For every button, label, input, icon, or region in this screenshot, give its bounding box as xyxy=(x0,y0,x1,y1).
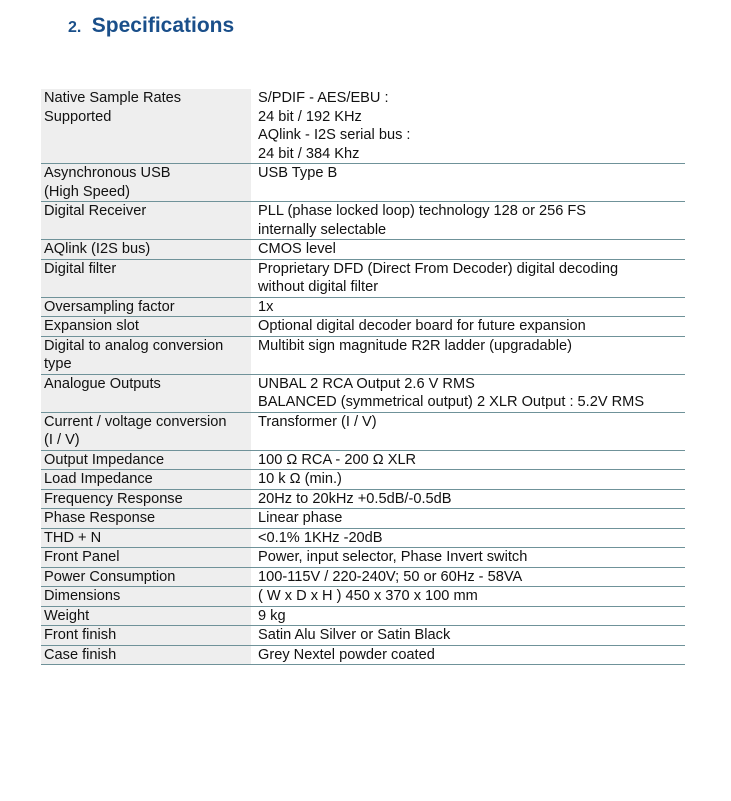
spec-value-cell xyxy=(251,587,685,607)
spec-label-line: THD + N xyxy=(44,529,102,546)
spec-value-cell xyxy=(251,626,685,646)
spec-row xyxy=(41,450,685,470)
spec-value-line: 1x xyxy=(258,298,274,315)
spec-row xyxy=(41,606,685,626)
spec-value-line: Power, input selector, Phase Invert switch xyxy=(258,549,528,565)
spec-value-cell xyxy=(251,202,685,240)
spec-label-line: Native Sample Rates xyxy=(44,90,182,106)
spec-row xyxy=(41,374,685,412)
spec-value-line: 20Hz to 20kHz +0.5dB/-0.5dB xyxy=(258,490,452,507)
spec-label-line: AQlink (I2S bus) xyxy=(44,241,151,257)
section-number: 2. xyxy=(68,19,82,36)
spec-label-line: Digital Receiver xyxy=(44,203,147,219)
spec-label-line: Digital filter xyxy=(44,260,117,277)
spec-label-line: Case finish xyxy=(44,646,117,663)
spec-label-cell xyxy=(41,259,251,297)
section-title: Specifications xyxy=(91,14,235,37)
spec-value-line: Transformer (I / V) xyxy=(258,413,377,430)
spec-value-line: CMOS level xyxy=(258,241,336,257)
spec-label-cell xyxy=(41,587,251,607)
spec-value-line: PLL (phase locked loop) technology 128 or 256 FS xyxy=(258,203,587,219)
spec-label-cell xyxy=(41,509,251,529)
spec-label-line: Frequency Response xyxy=(44,490,183,507)
spec-label-line: (I / V) xyxy=(44,432,80,448)
spec-label-line: Dimensions xyxy=(44,588,121,604)
spec-value-cell xyxy=(251,317,685,337)
spec-value-cell xyxy=(251,606,685,626)
spec-value-cell xyxy=(251,297,685,317)
spec-value-cell xyxy=(251,240,685,260)
spec-value-cell xyxy=(251,567,685,587)
spec-value-line: Proprietary DFD (Direct From Decoder) digital decoding xyxy=(258,260,619,277)
spec-value-line: Optional digital decoder board for future expansion xyxy=(258,318,586,334)
spec-value-line: Satin Alu Silver or Satin Black xyxy=(258,627,451,643)
spec-value-line: 100-115V / 220-240V; 50 or 60Hz - 58VA xyxy=(258,568,523,585)
spec-value-line: 9 kg xyxy=(258,607,286,624)
spec-value-line: BALANCED (symmetrical output) 2 XLR Output : 5.2V RMS xyxy=(258,394,645,410)
spec-label-line: Phase Response xyxy=(44,510,156,526)
spec-row xyxy=(41,317,685,337)
spec-value-line: 24 bit / 384 Khz xyxy=(258,145,360,162)
spec-value-cell xyxy=(251,412,685,450)
spec-value-line: USB Type B xyxy=(258,165,338,181)
spec-label-line: Weight xyxy=(44,607,90,624)
spec-value-cell xyxy=(251,489,685,509)
spec-value-line: AQlink - I2S serial bus : xyxy=(258,127,411,143)
spec-label-line: Load Impedance xyxy=(44,471,153,487)
spec-value-line: Grey Nextel powder coated xyxy=(258,646,435,663)
spec-label-line: Output Impedance xyxy=(44,451,165,468)
spec-label-line: Current / voltage conversion xyxy=(44,413,227,430)
spec-value-line: without digital filter xyxy=(258,279,379,295)
spec-row xyxy=(41,259,685,297)
spec-label-line: type xyxy=(44,356,72,372)
spec-value-line: Multibit sign magnitude R2R ladder (upgradable) xyxy=(258,337,572,354)
spec-label-line: Asynchronous USB xyxy=(44,165,171,181)
spec-label-cell xyxy=(41,374,251,412)
spec-label-cell xyxy=(41,626,251,646)
spec-label-cell xyxy=(41,606,251,626)
spec-label-cell xyxy=(41,202,251,240)
spec-value-cell xyxy=(251,528,685,548)
spec-row xyxy=(41,509,685,529)
spec-value-cell xyxy=(251,470,685,490)
spec-value-line: UNBAL 2 RCA Output 2.6 V RMS xyxy=(258,375,475,392)
spec-value-cell xyxy=(251,374,685,412)
spec-row xyxy=(41,202,685,240)
spec-label-cell xyxy=(41,89,251,164)
spec-row xyxy=(41,412,685,450)
spec-value-cell xyxy=(251,509,685,529)
spec-label-line: Expansion slot xyxy=(44,318,139,334)
spec-row xyxy=(41,567,685,587)
spec-label-cell xyxy=(41,645,251,665)
spec-row xyxy=(41,645,685,665)
spec-label-line: Power Consumption xyxy=(44,568,176,585)
spec-row xyxy=(41,470,685,490)
spec-value-line: Linear phase xyxy=(258,510,343,526)
spec-label-cell xyxy=(41,567,251,587)
spec-row xyxy=(41,240,685,260)
spec-label-cell xyxy=(41,548,251,568)
spec-value-line: S/PDIF - AES/EBU : xyxy=(258,90,389,106)
spec-label-cell xyxy=(41,164,251,202)
spec-label-cell xyxy=(41,412,251,450)
spec-row xyxy=(41,297,685,317)
spec-label-line: Front Panel xyxy=(44,549,120,565)
spec-label-line: Supported xyxy=(44,108,112,125)
spec-value-line: ( W x D x H ) 450 x 370 x 100 mm xyxy=(258,588,478,604)
spec-row xyxy=(41,489,685,509)
specifications-table-body xyxy=(41,89,685,665)
spec-value-line: 10 k Ω (min.) xyxy=(258,471,342,487)
spec-label-line: Oversampling factor xyxy=(44,298,175,315)
section-heading xyxy=(68,14,234,38)
spec-label-line: Analogue Outputs xyxy=(44,375,161,392)
spec-value-cell xyxy=(251,450,685,470)
spec-row xyxy=(41,89,685,164)
spec-label-cell xyxy=(41,470,251,490)
spec-label-cell xyxy=(41,528,251,548)
specifications-table xyxy=(41,89,685,665)
spec-row xyxy=(41,528,685,548)
spec-label-line: (High Speed) xyxy=(44,183,130,200)
spec-label-line: Digital to analog conversion xyxy=(44,337,224,354)
spec-label-cell xyxy=(41,317,251,337)
spec-value-cell xyxy=(251,336,685,374)
spec-value-cell xyxy=(251,548,685,568)
spec-value-cell xyxy=(251,259,685,297)
spec-value-line: internally selectable xyxy=(258,221,387,238)
spec-value-line: 24 bit / 192 KHz xyxy=(258,108,362,125)
spec-label-cell xyxy=(41,336,251,374)
spec-value-line: 100 Ω RCA - 200 Ω XLR xyxy=(258,451,417,468)
spec-label-cell xyxy=(41,297,251,317)
spec-row xyxy=(41,548,685,568)
spec-label-line: Front finish xyxy=(44,627,117,643)
spec-value-cell xyxy=(251,164,685,202)
spec-row xyxy=(41,587,685,607)
spec-value-line: <0.1% 1KHz -20dB xyxy=(258,529,383,546)
spec-value-cell xyxy=(251,645,685,665)
spec-value-cell xyxy=(251,89,685,164)
spec-row xyxy=(41,164,685,202)
spec-row xyxy=(41,626,685,646)
spec-label-cell xyxy=(41,450,251,470)
spec-label-cell xyxy=(41,489,251,509)
spec-label-cell xyxy=(41,240,251,260)
spec-row xyxy=(41,336,685,374)
